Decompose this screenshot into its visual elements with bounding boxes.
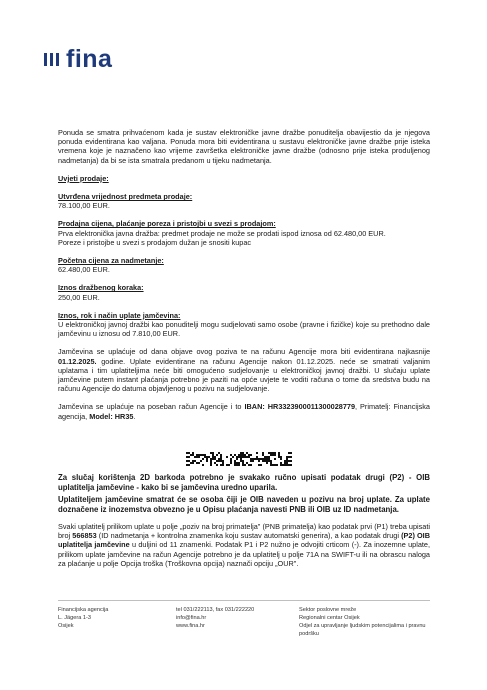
deposit-paragraph	[58, 347, 430, 393]
instr-p2: (P2) OIB uplatitelja jamčevine	[58, 531, 430, 550]
iban-a: Jamčevina se uplaćuje na poseban račun Agencije i to	[58, 402, 245, 412]
price-label: Prodajna cijena, plaćanje poreza i pristojbi u svezi s prodajom:	[58, 219, 276, 229]
conditions-heading: Uvjeti prodaje:	[58, 173, 109, 183]
iban-number: IBAN: HR3323900011300028779	[244, 402, 356, 412]
footer-line: Osijek	[58, 623, 74, 629]
instr-c: (ID nadmetanja + kontrolna znamenka koju sustav automatski generira), a kao podatak drugi	[96, 531, 402, 541]
footer-line: podršku	[299, 631, 319, 637]
logo-bars-icon	[44, 53, 59, 66]
iban-paragraph	[58, 402, 430, 420]
footer-line: tel 031/222113, fax 031/222220	[176, 607, 255, 613]
instr-e: u duljini od 11 znamenki. Podatak P1 i P2 nužno je odvojiti crticom (-). Za inozemne uplate, prilikom uplate jamčevine na račun Agencije potrebno je da uplatitelj u polje 71A na SWIFT-u ili na obrascu naloga za plaćanje u polje Opcija troška (Troškovna opcija) naznači opciju „OUR".	[58, 540, 430, 568]
instructions-paragraph	[58, 522, 430, 568]
footer-line: Sektor poslovne mreže	[299, 607, 357, 613]
deposit-p2-b: godine. Uplate evidentirane na računu Agencije nakon 01.12.2025. neće se smatrati valjanim uplatama i tim uplatiteljima neće biti omogućeno sudjelovanje u elektroničkoj javnoj dražbi. U slučaju uplate jamčevine putem instant plaćanja potrebno je paziti na opće uvjete te voditi računa o tome da sredstva budu na računu Agencije do datuma objavljenog u pozivu na sudjelovanje.	[58, 356, 430, 394]
barcode-2d	[186, 452, 292, 466]
step-value: 250,00 EUR.	[58, 292, 100, 302]
footer-website[interactable]: www.fina.hr	[176, 623, 205, 629]
footer-address	[58, 606, 108, 630]
deposit-label: Iznos, rok i način uplate jamčevina:	[58, 310, 181, 320]
footer-line: Financijska agencija	[58, 607, 109, 613]
instr-pnb: 566853	[72, 531, 97, 541]
deposit-deadline: 01.12.2025.	[58, 356, 97, 366]
start-price-label: Početna cijena za nadmetanje:	[58, 256, 164, 266]
footer-department	[299, 606, 439, 638]
instr-a: Svaki uplatitelj prilikom uplate u polje „poziv na broj primatelja" (PNB primatelja) kao podatak prvi (P1) treba upisati broj	[58, 522, 430, 541]
price-line-2: Poreze i pristojbe u svezi s prodajom dužan je snositi kupac	[58, 237, 252, 247]
payer-note: Uplatiteljem jamčevine smatrat će se osoba čiji je OIB naveden u pozivu na broj uplate. Za uplate doznačene iz inozemstva obvezno je u Opisu plaćanja navesti PNB ili OIB uz ID nadmetanja.	[58, 495, 430, 514]
price-line-1: Prva elektronička javna dražba: predmet prodaje ne može se prodati ispod iznosa od 62.480,00 EUR.	[58, 228, 386, 238]
footer-divider	[58, 600, 430, 601]
fina-logo	[44, 44, 112, 74]
deposit-p2-a: Jamčevina se uplaćuje od dana objave ovog poziva te na računu Agencije mora biti evidentirana najkasnije	[58, 347, 430, 357]
footer-contact	[176, 606, 254, 630]
iban-c: , Primatelj: Financijska agencija,	[58, 402, 430, 421]
step-label: Iznos dražbenog koraka:	[58, 283, 144, 293]
footer-line: Odjel za upravljanje ljudskim potencijalima i pravnu	[299, 623, 426, 629]
start-price-value: 62.480,00 EUR.	[58, 265, 110, 275]
iban-model: Model: HR35	[89, 411, 134, 421]
footer-line: Regionalni centar Osijek	[299, 615, 360, 621]
document-body	[58, 128, 430, 421]
value-label: Utvrđena vrijednost predmeta prodaje:	[58, 192, 193, 202]
deposit-text: U elektroničkoj javnoj dražbi kao ponuditelji mogu sudjelovati samo osobe (pravne i fizičke) koje su prethodno dale jamčevinu u iznosu od 7.810,00 EUR.	[58, 320, 430, 339]
intro-paragraph: Ponuda se smatra prihvaćenom kada je sustav elektroničke javne dražbe ponuditelja obavijestio da je njegova ponuda evidentirana kao valjana. Ponuda mora biti evidentirana u sustavu elektroničke javne dražbe prije isteka vremena koje je naznačeno kao vrijeme završetka elektroničke javne dražbe (odnosno prije isteka produljenog nadmetanja) da bi se ista smatrala predanom u tijeku nadmetanja.	[58, 128, 430, 165]
logo-wordmark: fina	[66, 44, 113, 73]
value-text: 78.100,00 EUR.	[58, 201, 110, 211]
iban-e: .	[133, 411, 136, 421]
footer-email[interactable]: info@fina.hr	[176, 615, 207, 621]
footer-line: L. Jägera 1-3	[58, 615, 91, 621]
barcode-note: Za slučaj korištenja 2D barkoda potrebno je svakako ručno upisati podatak drugi (P2) - OIB uplatitelja jamčevine - kako bi se jamčevina uredno uparila.	[58, 473, 430, 492]
